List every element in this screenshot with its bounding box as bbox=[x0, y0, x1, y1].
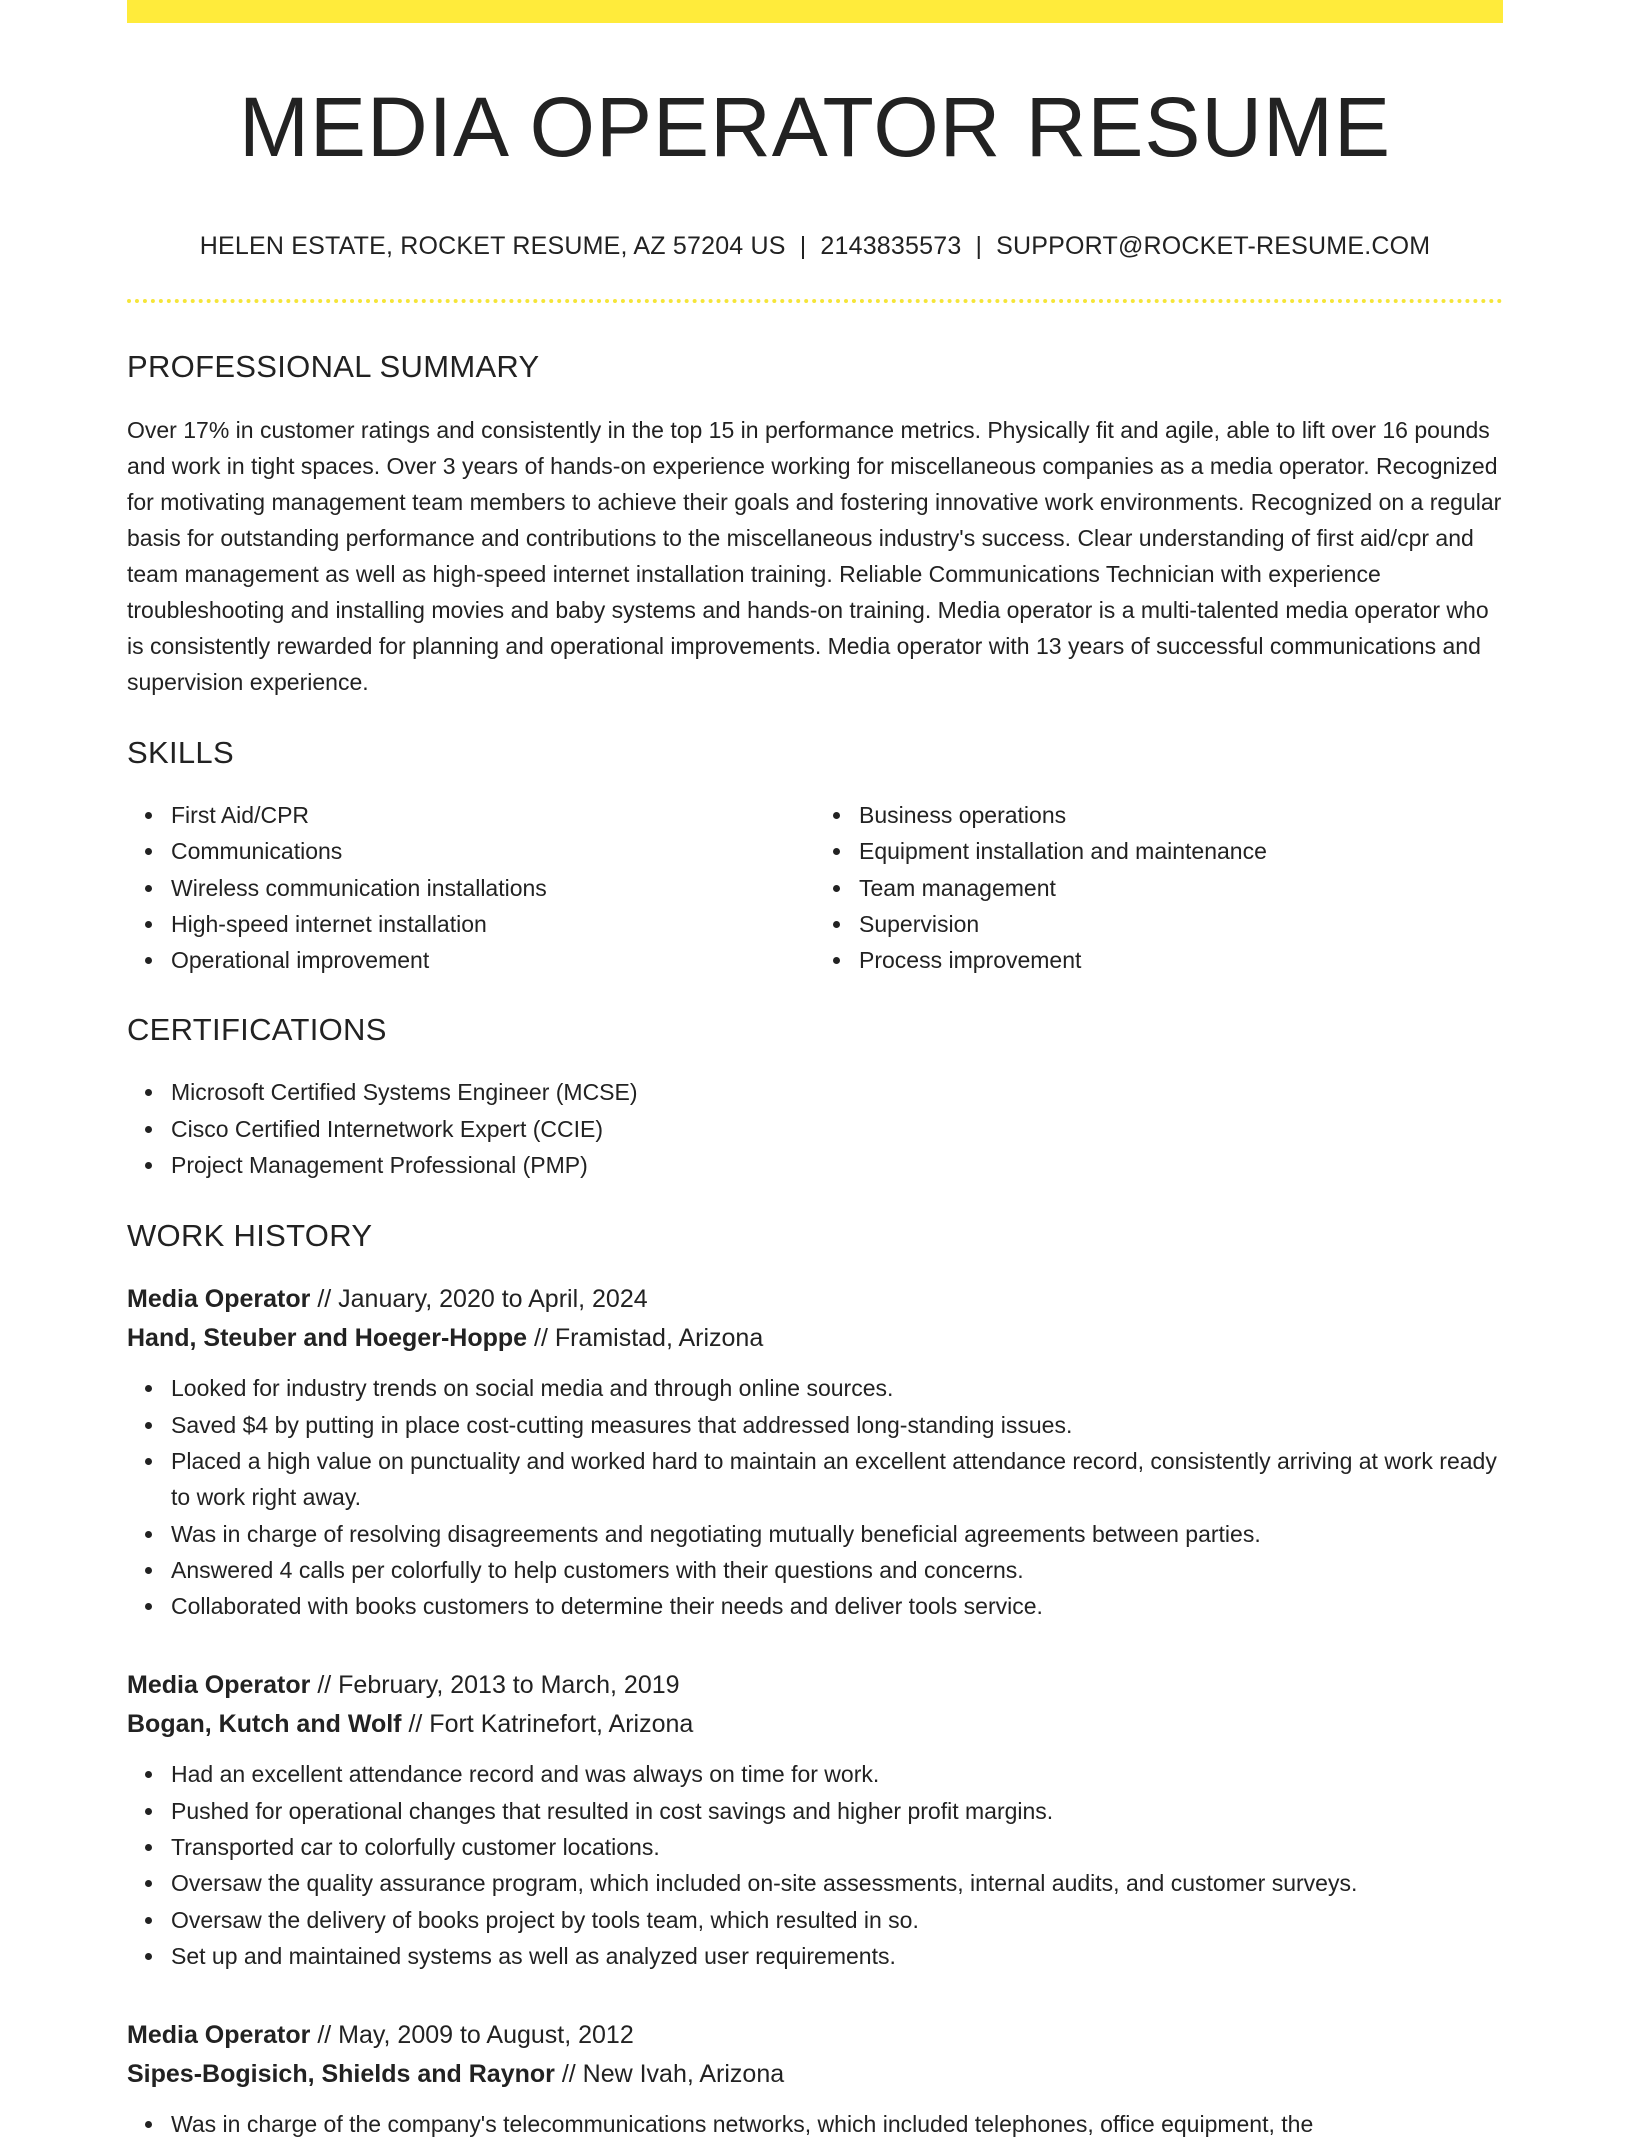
certification-item: Microsoft Certified Systems Engineer (MCSE) bbox=[171, 1074, 1503, 1110]
resume-title: MEDIA OPERATOR RESUME bbox=[238, 80, 1392, 174]
job-location: // Framistad, Arizona bbox=[527, 1324, 764, 1353]
job-role-line bbox=[127, 1666, 1503, 1705]
contact-phone: 2143835573 bbox=[820, 232, 962, 260]
skill-item: Process improvement bbox=[859, 942, 1503, 978]
job-company-line bbox=[127, 1705, 1503, 1744]
skill-item: Operational improvement bbox=[171, 942, 815, 978]
job-bullet: Collaborated with books customers to determine their needs and deliver tools service. bbox=[171, 1588, 1503, 1624]
job-role: Media Operator bbox=[127, 2021, 311, 2050]
job-location: // Fort Katrinefort, Arizona bbox=[401, 1710, 694, 1739]
job-bullet: Placed a high value on punctuality and worked hard to maintain an excellent attendance record, consistently arriving at work ready to work right away. bbox=[171, 1443, 1503, 1516]
job-company-line bbox=[127, 1319, 1503, 1358]
job-entry bbox=[127, 1666, 1503, 1974]
certification-item: Cisco Certified Internetwork Expert (CCIE) bbox=[171, 1111, 1503, 1147]
job-bullet: Was in charge of the company's telecommunications networks, which included telephones, office equipment, the bbox=[171, 2106, 1503, 2142]
skill-item: Business operations bbox=[859, 797, 1503, 833]
contact-separator: | bbox=[799, 232, 807, 260]
job-bullet: Oversaw the quality assurance program, which included on-site assessments, internal audits, and customer surveys. bbox=[171, 1865, 1503, 1901]
job-bullet: Pushed for operational changes that resulted in cost savings and higher profit margins. bbox=[171, 1793, 1503, 1829]
job-role-line bbox=[127, 2016, 1503, 2055]
job-entry bbox=[127, 2016, 1503, 2142]
summary-text: Over 17% in customer ratings and consistently in the top 15 in performance metrics. Physically fit and agile, able to lift over 16 pounds and work in tight spaces. Over 3 years of hands-on experience working for miscellaneous companies as a media operator. Recognized for motivating management team members to achieve their goals and fostering innovative work environments. Recognized on a regular basis for outstanding performance and contributions to the miscellaneous industry's success. Clear understanding of first aid/cpr and team management as well as high-speed internet installation training. Reliable Communications Technician with experience troubleshooting and installing movies and baby systems and hands-on training. Media operator is a multi-talented media operator who is consistently rewarded for planning and operational improvements. Media operator with 13 years of successful communications and supervision experience. bbox=[127, 417, 1502, 695]
job-role-line bbox=[127, 1280, 1503, 1319]
job-role: Media Operator bbox=[127, 1671, 311, 1700]
job-company: Bogan, Kutch and Wolf bbox=[127, 1710, 402, 1739]
resume-page bbox=[127, 0, 1503, 2143]
job-bullet: Had an excellent attendance record and was always on time for work. bbox=[171, 1756, 1503, 1792]
contact-email: SUPPORT@ROCKET-RESUME.COM bbox=[996, 232, 1431, 260]
work-history-heading: WORK HISTORY bbox=[127, 1218, 373, 1254]
job-location: // New Ivah, Arizona bbox=[554, 2060, 785, 2089]
certification-item: Project Management Professional (PMP) bbox=[171, 1147, 1503, 1183]
job-company: Sipes-Bogisich, Shields and Raynor bbox=[127, 2060, 555, 2089]
contact-address: HELEN ESTATE, ROCKET RESUME, AZ 57204 US bbox=[199, 232, 786, 260]
job-bullet-list bbox=[127, 1370, 1503, 1624]
job-bullet: Oversaw the delivery of books project by tools team, which resulted in so. bbox=[171, 1902, 1503, 1938]
skill-item: Equipment installation and maintenance bbox=[859, 833, 1503, 869]
job-dates: // January, 2020 to April, 2024 bbox=[310, 1285, 648, 1314]
skill-item: Team management bbox=[859, 870, 1503, 906]
job-bullet: Answered 4 calls per colorfully to help customers with their questions and concerns. bbox=[171, 1552, 1503, 1588]
job-dates: // February, 2013 to March, 2019 bbox=[310, 1671, 680, 1700]
job-role: Media Operator bbox=[127, 1285, 311, 1314]
skill-item: Supervision bbox=[859, 906, 1503, 942]
skill-item: High-speed internet installation bbox=[171, 906, 815, 942]
job-bullet: Set up and maintained systems as well as analyzed user requirements. bbox=[171, 1938, 1503, 1974]
job-bullet: Was in charge of resolving disagreements and negotiating mutually beneficial agreements between parties. bbox=[171, 1516, 1503, 1552]
contact-line bbox=[127, 234, 1503, 259]
job-bullet: Transported car to colorfully customer locations. bbox=[171, 1829, 1503, 1865]
skills-column-right bbox=[815, 797, 1503, 978]
job-dates: // May, 2009 to August, 2012 bbox=[310, 2021, 634, 2050]
job-entry bbox=[127, 1280, 1503, 1624]
skills-list bbox=[127, 797, 1503, 978]
contact-separator: | bbox=[975, 232, 983, 260]
skill-item: First Aid/CPR bbox=[171, 797, 815, 833]
job-company-line bbox=[127, 2055, 1503, 2094]
skill-item: Communications bbox=[171, 833, 815, 869]
skills-heading: SKILLS bbox=[127, 735, 234, 770]
accent-bar bbox=[127, 0, 1503, 23]
skill-item: Wireless communication installations bbox=[171, 870, 815, 906]
certifications-heading: CERTIFICATIONS bbox=[127, 1012, 387, 1048]
job-bullet: Saved $4 by putting in place cost-cutting measures that addressed long-standing issues. bbox=[171, 1407, 1503, 1443]
skills-column-left bbox=[127, 797, 815, 978]
job-company: Hand, Steuber and Hoeger-Hoppe bbox=[127, 1324, 528, 1353]
job-bullet: Looked for industry trends on social media and through online sources. bbox=[171, 1370, 1503, 1406]
job-bullet-list bbox=[127, 1756, 1503, 1974]
summary-heading: PROFESSIONAL SUMMARY bbox=[127, 349, 540, 384]
certifications-list bbox=[127, 1074, 1503, 1183]
header-divider bbox=[127, 299, 1503, 303]
